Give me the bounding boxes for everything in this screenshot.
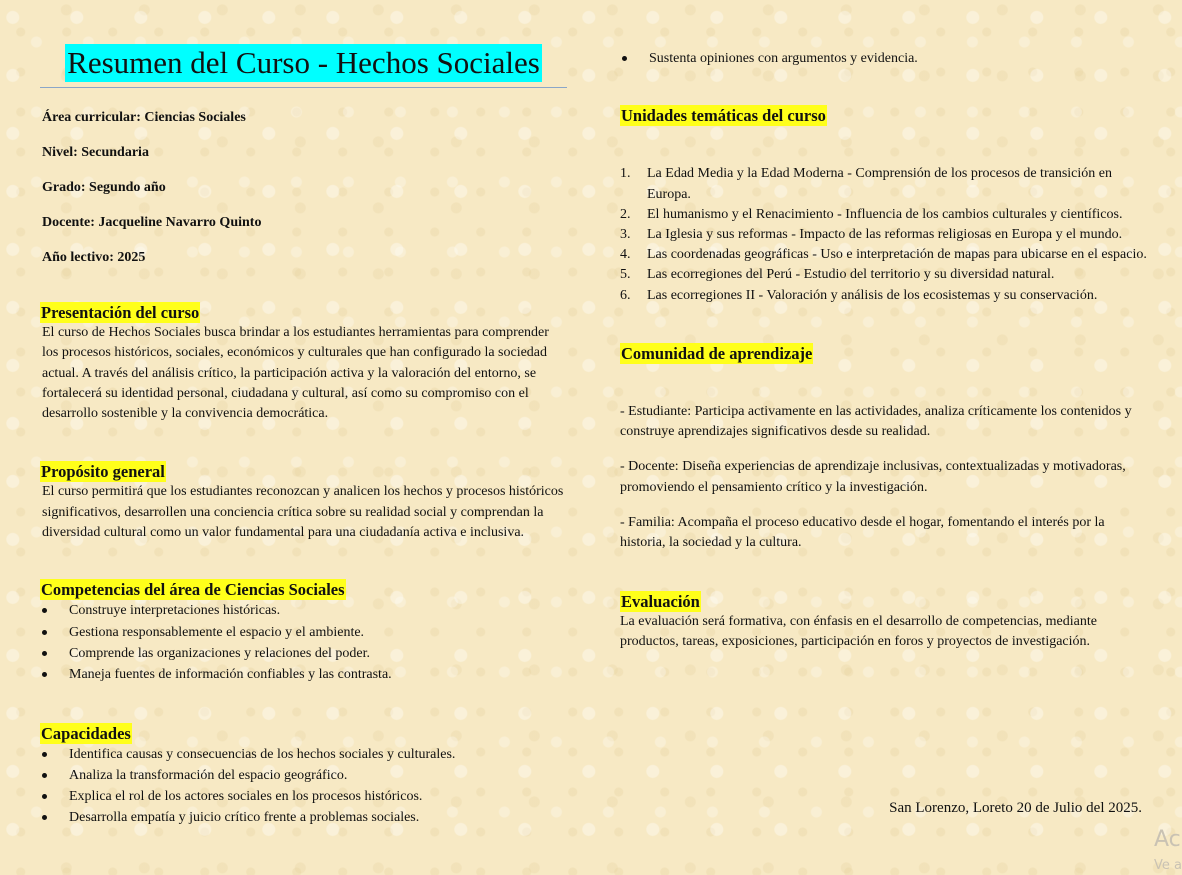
meta-grade: Grado: Segundo año — [42, 180, 166, 195]
text-presentacion: El curso de Hechos Sociales busca brindar a los estudiantes herramientas para comprender los procesos históricos, sociales, económicos y culturales que han configurado la sociedad actual. A través del análisis crítico, la participación activa y la valoración del entorno, se fortalecerá su identidad personal, ciudadana y cultural, así como su compromiso con el desarrollo sostenible y la convivencia democrática. — [42, 325, 549, 422]
item-text: Las ecorregiones II - Valoración y análisis de los ecosistemas y su conservación. — [647, 287, 1098, 303]
list-item: Explica el rol de los actores sociales en los procesos históricos. — [40, 786, 567, 807]
heading-presentacion: Presentación del curso — [41, 303, 200, 322]
activation-watermark: Ac — [1154, 827, 1181, 852]
item-number: 5. — [620, 267, 631, 283]
meta-teacher: Docente: Jacqueline Navarro Quinto — [42, 215, 262, 230]
list-item: Maneja fuentes de información confiables y las contrasta. — [40, 664, 567, 685]
list-item: Desarrolla empatía y juicio crítico frente a problemas sociales. — [40, 807, 567, 828]
capacidades-list-continued — [620, 48, 1150, 69]
comunidad-docente: - Docente: Diseña experiencias de aprendizaje inclusivas, contextualizadas y motivadoras, promoviendo el pensamiento crítico y la investigación. — [620, 459, 1126, 495]
comunidad-familia: - Familia: Acompaña el proceso educativo desde el hogar, fomentando el interés por la historia, la sociedad y la cultura. — [620, 514, 1105, 551]
heading-unidades: Unidades temáticas del curso — [621, 106, 826, 126]
section-comunidad — [620, 343, 1150, 554]
heading-comunidad: Comunidad de aprendizaje — [621, 343, 813, 363]
item-text: Las coordenadas geográficas - Uso e interpretación de mapas para ubicarse en el espacio. — [647, 247, 1147, 263]
unidades-list — [620, 164, 1150, 305]
list-item: Analiza la transformación del espacio geográfico. — [40, 765, 567, 786]
item-text: El humanismo y el Renacimiento - Influencia de los cambios culturales y científicos. — [647, 206, 1123, 222]
list-item: Sustenta opiniones con argumentos y evidencia. — [620, 48, 1150, 69]
list-item: Identifica causas y consecuencias de los hechos sociales y culturales. — [40, 744, 567, 765]
item-number: 2. — [620, 206, 631, 222]
item-number: 6. — [620, 287, 631, 303]
title-block — [40, 44, 567, 88]
list-item — [620, 164, 1150, 204]
section-evaluacion — [620, 591, 1150, 653]
section-capacidades — [40, 723, 567, 829]
right-column — [620, 48, 1150, 652]
heading-competencias: Competencias del área de Ciencias Sociales — [41, 580, 345, 600]
list-item — [620, 205, 1150, 225]
item-number: 1. — [620, 166, 631, 182]
heading-capacidades: Capacidades — [41, 723, 131, 743]
meta-level: Nivel: Secundaria — [42, 145, 149, 160]
list-item — [620, 286, 1150, 306]
activation-watermark-subtext: Ve a — [1154, 858, 1182, 873]
competencias-list — [40, 600, 567, 685]
item-text: La Iglesia y sus reformas - Impacto de las reformas religiosas en Europa y el mundo. — [647, 226, 1123, 242]
list-item: Comprende las organizaciones y relaciones del poder. — [40, 643, 567, 664]
comunidad-estudiante: - Estudiante: Participa activamente en las actividades, analiza críticamente los contenidos y construye aprendizajes significativos desde su realidad. — [620, 403, 1132, 440]
course-meta — [40, 110, 567, 266]
meta-year: Año lectivo: 2025 — [42, 250, 146, 265]
section-presentacion — [40, 302, 567, 424]
section-competencias — [40, 579, 567, 685]
item-text: Las ecorregiones del Perú - Estudio del territorio y su diversidad natural. — [647, 267, 1055, 283]
text-proposito: El curso permitirá que los estudiantes reconozcan y analicen los hechos y procesos históricos significativos, desarrollen una conciencia crítica sobre su realidad social y comprendan la diversidad cultural como un valor fundamental para una ciudadanía activa e inclusiva. — [42, 484, 564, 541]
list-item — [620, 225, 1150, 245]
text-evaluacion: La evaluación será formativa, con énfasis en el desarrollo de competencias, mediante productos, tareas, exposiciones, participación en foros y proyectos de investigación. — [620, 613, 1097, 649]
capacidades-list — [40, 744, 567, 829]
section-proposito — [40, 461, 567, 543]
list-item — [620, 265, 1150, 285]
item-text: La Edad Media y la Edad Moderna - Comprensión de los procesos de transición en Europa. — [647, 166, 1112, 202]
section-unidades — [620, 105, 1150, 305]
page-title: Resumen del Curso - Hechos Sociales — [67, 45, 540, 80]
heading-proposito: Propósito general — [41, 462, 165, 482]
list-item: Construye interpretaciones históricas. — [40, 600, 567, 621]
closing-place-date: San Lorenzo, Loreto 20 de Julio del 2025. — [889, 800, 1142, 816]
list-item — [620, 245, 1150, 265]
item-number: 4. — [620, 247, 631, 263]
left-column — [40, 44, 567, 829]
item-number: 3. — [620, 226, 631, 242]
list-item: Gestiona responsablemente el espacio y el ambiente. — [40, 622, 567, 643]
heading-evaluacion: Evaluación — [621, 591, 700, 611]
meta-area: Área curricular: Ciencias Sociales — [42, 110, 246, 125]
